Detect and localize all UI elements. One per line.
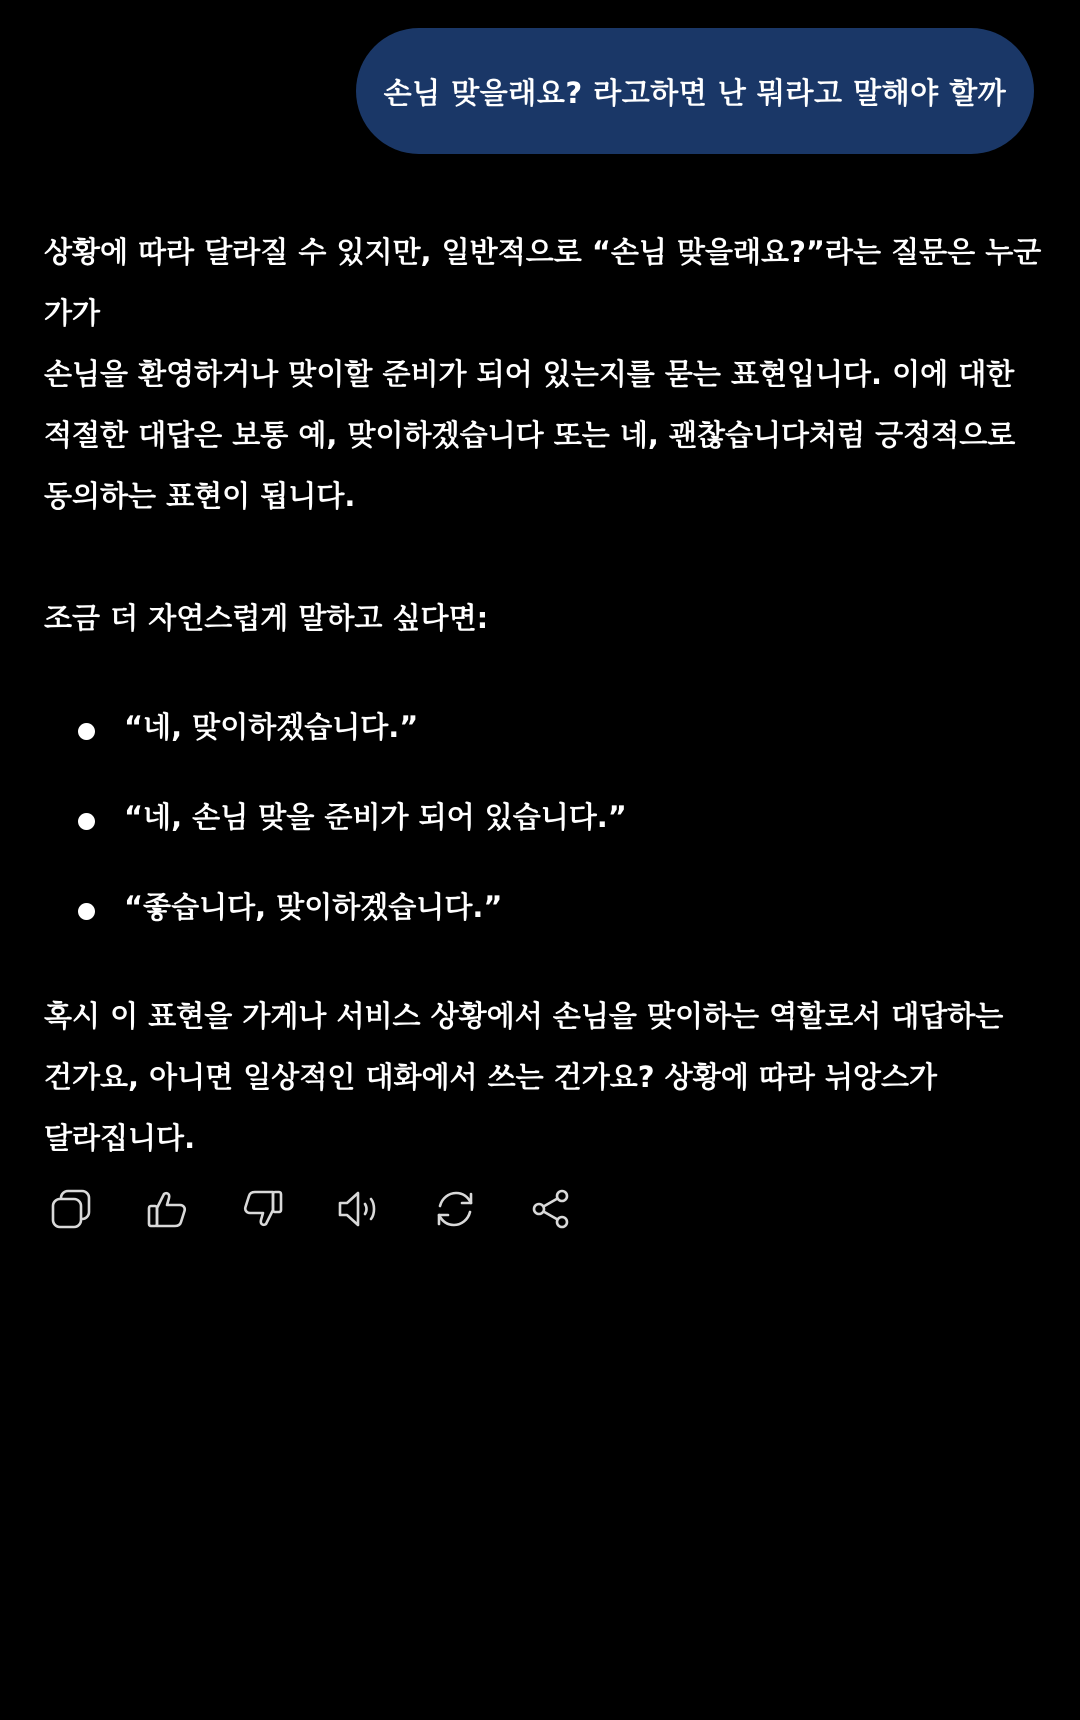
response-paragraph-3: 혹시 이 표현을 가게나 서비스 상황에서 손님을 맞이하는 역할로서 대답하는 건가요, 아니면 일상적인 대화에서 쓰는 건가요? 상황에 따라 뉘앙스가 달라집니다. [44, 999, 1004, 1155]
list-item: “좋습니다, 맞이하겠습니다.” [44, 877, 1044, 967]
thumbs-up-button[interactable] [142, 1184, 192, 1234]
copy-button[interactable] [46, 1184, 96, 1234]
response-action-bar [46, 1184, 622, 1234]
user-message-text: 손님 맞을래요? 라고하면 난 뭐라고 말해야 할까 [383, 75, 1007, 110]
list-item: “네, 맞이하겠습니다.” [44, 697, 1044, 787]
speaker-icon [336, 1186, 382, 1232]
copy-icon [48, 1186, 94, 1232]
list-item: “네, 손님 맞을 준비가 되어 있습니다.” [44, 787, 1044, 877]
assistant-response [44, 222, 1044, 1169]
regenerate-button[interactable] [430, 1184, 480, 1234]
share-icon [528, 1186, 574, 1232]
share-button[interactable] [526, 1184, 576, 1234]
user-message-bubble [356, 28, 1034, 154]
response-paragraph-1: 상황에 따라 달라질 수 있지만, 일반적으로 “손님 맞을래요?”라는 질문은 누군가가 손님을 환영하거나 맞이할 준비가 되어 있는지를 묻는 표현입니다. 이에 대한 적절한 대답은 보통 예, 맞이하겠습니다 또는 네, 괜찮습니다처럼 긍정적으로 동의하는 표현이 됩니다. [44, 235, 1042, 513]
regenerate-icon [432, 1186, 478, 1232]
thumbs-up-icon [144, 1186, 190, 1232]
thumbs-down-button[interactable] [238, 1184, 288, 1234]
response-paragraph-2: 조금 더 자연스럽게 말하고 싶다면: [44, 601, 489, 635]
suggestion-list [44, 697, 1044, 967]
read-aloud-button[interactable] [334, 1184, 384, 1234]
thumbs-down-icon [240, 1186, 286, 1232]
